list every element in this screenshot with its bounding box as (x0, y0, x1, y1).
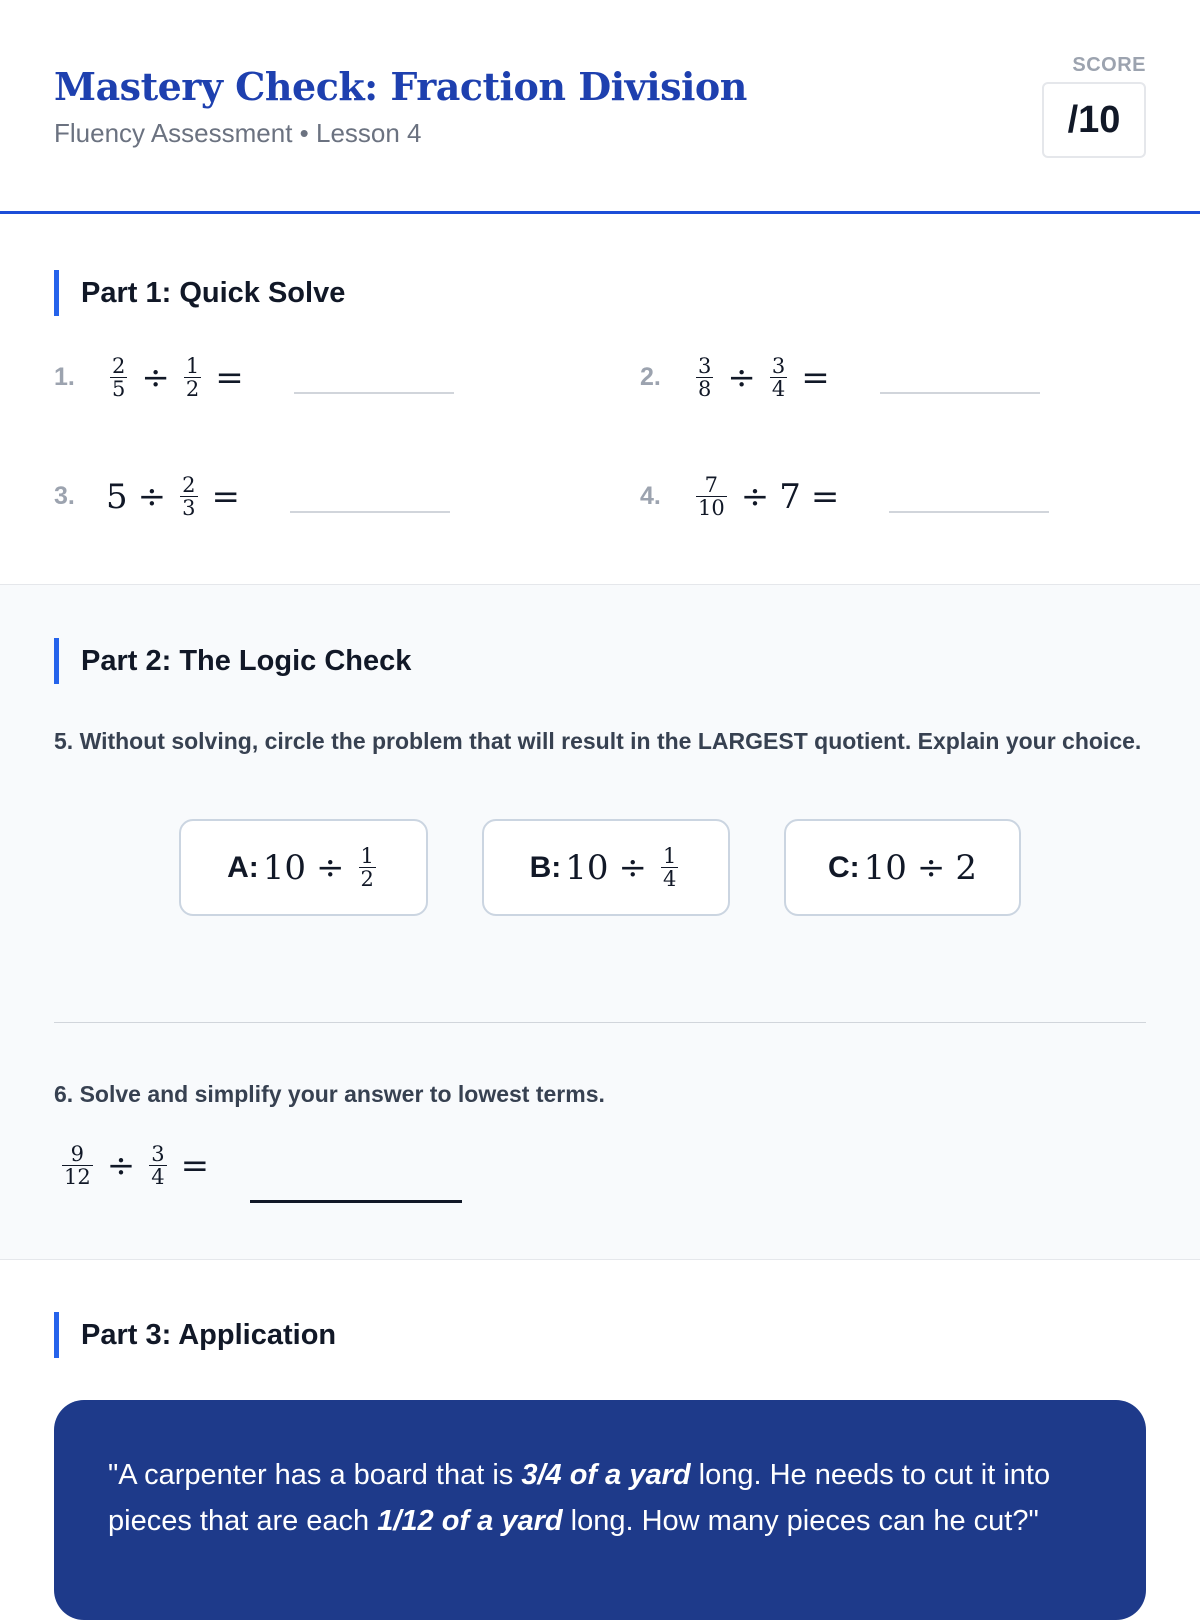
choice-expression (864, 848, 977, 888)
fraction (696, 355, 713, 400)
header (0, 0, 1200, 214)
problem-expression (106, 355, 254, 400)
fraction (62, 1143, 93, 1188)
divide-sign: ÷ (740, 476, 770, 517)
story-text: long. How many pieces can he cut?" (562, 1505, 1039, 1537)
answer-line[interactable] (250, 1200, 462, 1203)
equals-sign: = (215, 357, 244, 398)
fraction (110, 355, 127, 400)
numerator: 9 (70, 1142, 85, 1166)
denominator: 2 (360, 867, 374, 891)
score-label: SCORE (1072, 54, 1146, 76)
answer-blank[interactable] (294, 362, 454, 394)
denominator: 4 (663, 867, 677, 891)
whole-number: 5 (106, 476, 128, 517)
choice-label: A: (227, 850, 259, 884)
choice-a[interactable] (179, 819, 428, 916)
divide-sign: ÷ (137, 476, 167, 517)
choice-expression (263, 845, 380, 890)
denominator: 8 (698, 377, 712, 401)
problem-expression (58, 1143, 219, 1188)
divider (54, 1022, 1146, 1023)
denominator: 2 (185, 377, 200, 401)
choice-label: C: (827, 850, 860, 884)
denominator: 3 (182, 496, 196, 520)
equals-sign: = (801, 357, 830, 398)
numerator: 7 (704, 473, 719, 497)
denominator: 10 (698, 496, 725, 520)
fraction (696, 474, 727, 519)
equals-sign: = (180, 1145, 210, 1186)
problem-6 (58, 1143, 219, 1188)
numerator: 1 (185, 354, 200, 378)
answer-blank[interactable] (880, 362, 1040, 394)
numerator: 2 (182, 473, 196, 497)
whole-number: 10 (565, 847, 609, 888)
numerator: 3 (698, 354, 712, 378)
problem-3 (54, 474, 450, 519)
fraction (770, 355, 787, 400)
whole-number: 7 (779, 476, 801, 517)
denominator: 5 (112, 377, 126, 401)
problem-number: 4. (640, 482, 661, 510)
word-problem-card (54, 1400, 1146, 1620)
choice-b[interactable] (482, 819, 730, 916)
fraction (359, 845, 376, 890)
denominator: 4 (771, 377, 786, 401)
choice-label: B: (529, 850, 562, 884)
numerator: 2 (112, 354, 126, 378)
score-box: /10 (1042, 82, 1146, 158)
numerator: 3 (151, 1142, 165, 1166)
numerator: 1 (360, 844, 374, 868)
question-5: 5. Without solving, circle the problem that will result in the LARGEST quotient. Explain your choice. (54, 728, 1142, 754)
problem-number: 1. (54, 363, 75, 391)
problem-number: 3. (54, 482, 75, 510)
story-emphasis: 1/12 of a yard (377, 1505, 563, 1537)
answer-blank[interactable] (290, 481, 450, 513)
whole-number: 10 (863, 847, 907, 888)
divide-sign: ÷ (727, 357, 756, 398)
story-text: "A carpenter has a board that is (108, 1459, 522, 1491)
whole-number: 10 (262, 847, 307, 888)
fraction (661, 845, 678, 890)
fraction (184, 355, 201, 400)
equals-sign: = (211, 476, 241, 517)
problem-2 (640, 355, 1040, 400)
denominator: 4 (151, 1165, 165, 1189)
choice-expression (565, 845, 682, 890)
problem-4 (640, 474, 1049, 519)
fraction (149, 1143, 166, 1188)
divide-sign: ÷ (618, 847, 648, 888)
numerator: 3 (771, 354, 786, 378)
page-title: Mastery Check: Fraction Division (54, 64, 747, 109)
part2-title: Part 2: The Logic Check (54, 638, 411, 684)
divisor: 2 (955, 847, 978, 888)
story-emphasis: 3/4 of a yard (521, 1459, 691, 1491)
problem-expression (106, 474, 250, 519)
part1-title: Part 1: Quick Solve (54, 270, 345, 316)
problem-expression (692, 474, 849, 519)
divide-sign: ÷ (141, 357, 170, 398)
part3-title: Part 3: Application (54, 1312, 336, 1358)
fraction (180, 474, 197, 519)
choice-c[interactable] (784, 819, 1021, 916)
equals-sign: = (810, 476, 840, 517)
divide-sign: ÷ (106, 1145, 136, 1186)
story-text: long. He needs to cut it into pieces that are each (108, 1459, 1051, 1537)
divide-sign: ÷ (916, 847, 946, 888)
question-6: 6. Solve and simplify your answer to lowest terms. (54, 1081, 605, 1107)
divide-sign: ÷ (316, 847, 345, 888)
page-subtitle: Fluency Assessment • Lesson 4 (54, 118, 422, 148)
problem-1 (54, 355, 454, 400)
answer-blank[interactable] (889, 481, 1049, 513)
problem-expression (692, 355, 840, 400)
numerator: 1 (663, 844, 677, 868)
denominator: 12 (64, 1165, 91, 1189)
problem-number: 2. (640, 363, 661, 391)
